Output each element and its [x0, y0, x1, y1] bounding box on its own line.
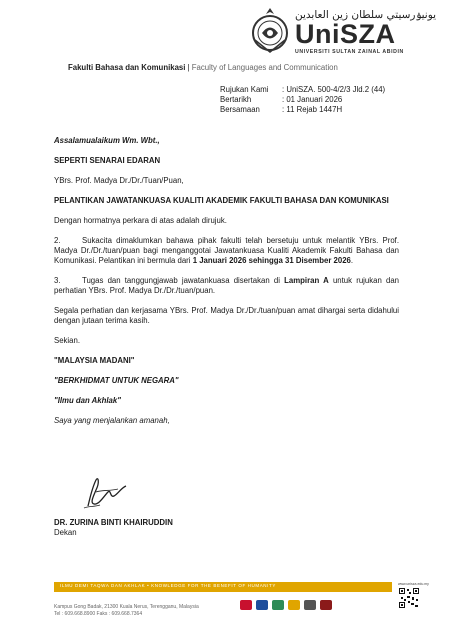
university-logo [248, 6, 444, 56]
paragraph-2 [54, 236, 399, 266]
sekian: Sekian. [54, 336, 81, 345]
attachment-reference: Lampiran A [284, 276, 329, 285]
qr-code-icon [398, 587, 420, 609]
paragraph-2-text: Sukacita dimaklumkan bahawa pihak fakulti telah bersetuju untuk melantik YBrs. Prof. Madya Dr./Dr./tuan/puan bagi menganggotai Jawatankuasa Kualiti Akademik Fakulti Bahasa dan Komunikasi. Pelantikan ini bermula dari [54, 236, 399, 265]
reference-label: Bertarikh [220, 95, 252, 104]
appointment-period: 1 Januari 2026 sehingga 31 Disember 2026 [192, 256, 351, 265]
salutation: YBrs. Prof. Madya Dr./Dr./Tuan/Puan, [54, 176, 184, 185]
paragraph-2-end: . [350, 256, 354, 265]
reference-block [220, 85, 385, 115]
reference-row [220, 95, 385, 105]
slogan-ilmu-akhlak: "Ilmu dan Akhlak" [54, 396, 121, 405]
sign-off: Saya yang menjalankan amanah, [54, 416, 170, 425]
opening-line: Dengan hormatnya perkara di atas adalah dirujuk. [54, 216, 227, 225]
faculty-line [68, 63, 338, 72]
paragraph-number: 3. [54, 276, 61, 285]
letter-body [54, 136, 399, 426]
faculty-name-malay: Fakulti Bahasa dan Komunikasi [68, 63, 186, 72]
footer-address [54, 604, 199, 618]
crest-icon [248, 6, 292, 56]
accreditation-logo-icon [256, 600, 268, 610]
paragraph-3 [54, 276, 399, 296]
closing-paragraph: Segala perhatian dan kerjasama YBrs. Prof. Madya Dr./Dr./tuan/puan amat dihargai serta didahului dengan jutaan terima kasih. [54, 306, 399, 325]
reference-label: Rujukan Kami [220, 85, 269, 94]
accreditation-logo-icon [240, 600, 252, 610]
slogan-malaysia-madani: "MALAYSIA MADANI" [54, 356, 135, 365]
signatory-name: DR. ZURINA BINTI KHAIRUDDIN [54, 518, 173, 527]
signatory-block [54, 518, 173, 538]
faculty-separator: | [185, 63, 192, 72]
reference-row [220, 85, 385, 95]
arabic-university-name: يونيۏرسيتي سلطان زين العابدين [295, 9, 437, 21]
qr-label: www.unisza.edu.my [398, 582, 429, 586]
signatory-title: Dekan [54, 528, 77, 537]
accreditation-logo-icon [288, 600, 300, 610]
subject-heading: PELANTIKAN JAWATANKUASA KUALITI AKADEMIK FAKULTI BAHASA DAN KOMUNIKASI [54, 196, 389, 205]
footer-tagline: ILMU DEMI TAQWA DAN AKHLAK • KNOWLEDGE FOR THE BENEFIT OF HUMANITY [60, 583, 276, 588]
greeting: Assalamualaikum Wm. Wbt., [54, 136, 160, 145]
recipient-heading: SEPERTI SENARAI EDARAN [54, 156, 161, 165]
accreditation-logos [240, 600, 390, 612]
university-full-name: UNIVERSITI SULTAN ZAINAL ABIDIN [295, 49, 404, 55]
accreditation-logo-icon [272, 600, 284, 610]
paragraph-3-end: untuk rujukan dan perhatian YBrs. Prof. Madya Dr./Dr./tuan/puan. [54, 276, 399, 295]
accreditation-logo-icon [320, 600, 332, 610]
unisza-wordmark: UniSZA [295, 19, 396, 49]
reference-label: Bersamaan [220, 105, 260, 114]
reference-value: : 11 Rejab 1447H [282, 105, 343, 114]
reference-value: : 01 Januari 2026 [282, 95, 343, 104]
paragraph-3-text: Tugas dan tanggungjawab jawatankuasa disertakan di [82, 276, 285, 285]
signature-image [66, 470, 146, 510]
address-line-2: Tel : 609.668.8900 Faks : 609.668.7364 [54, 611, 143, 617]
paragraph-number: 2. [54, 236, 61, 245]
reference-row [220, 105, 385, 115]
reference-value: : UniSZA. 500-4/2/3 Jld.2 (44) [282, 85, 386, 94]
accreditation-logo-icon [304, 600, 316, 610]
address-line-1: Kampus Gong Badak, 21300 Kuala Nerus, Terengganu, Malaysia [54, 604, 199, 610]
faculty-name-english: Faculty of Languages and Communication [191, 63, 338, 72]
slogan-berkhidmat: "BERKHIDMAT UNTUK NEGARA" [54, 376, 179, 385]
